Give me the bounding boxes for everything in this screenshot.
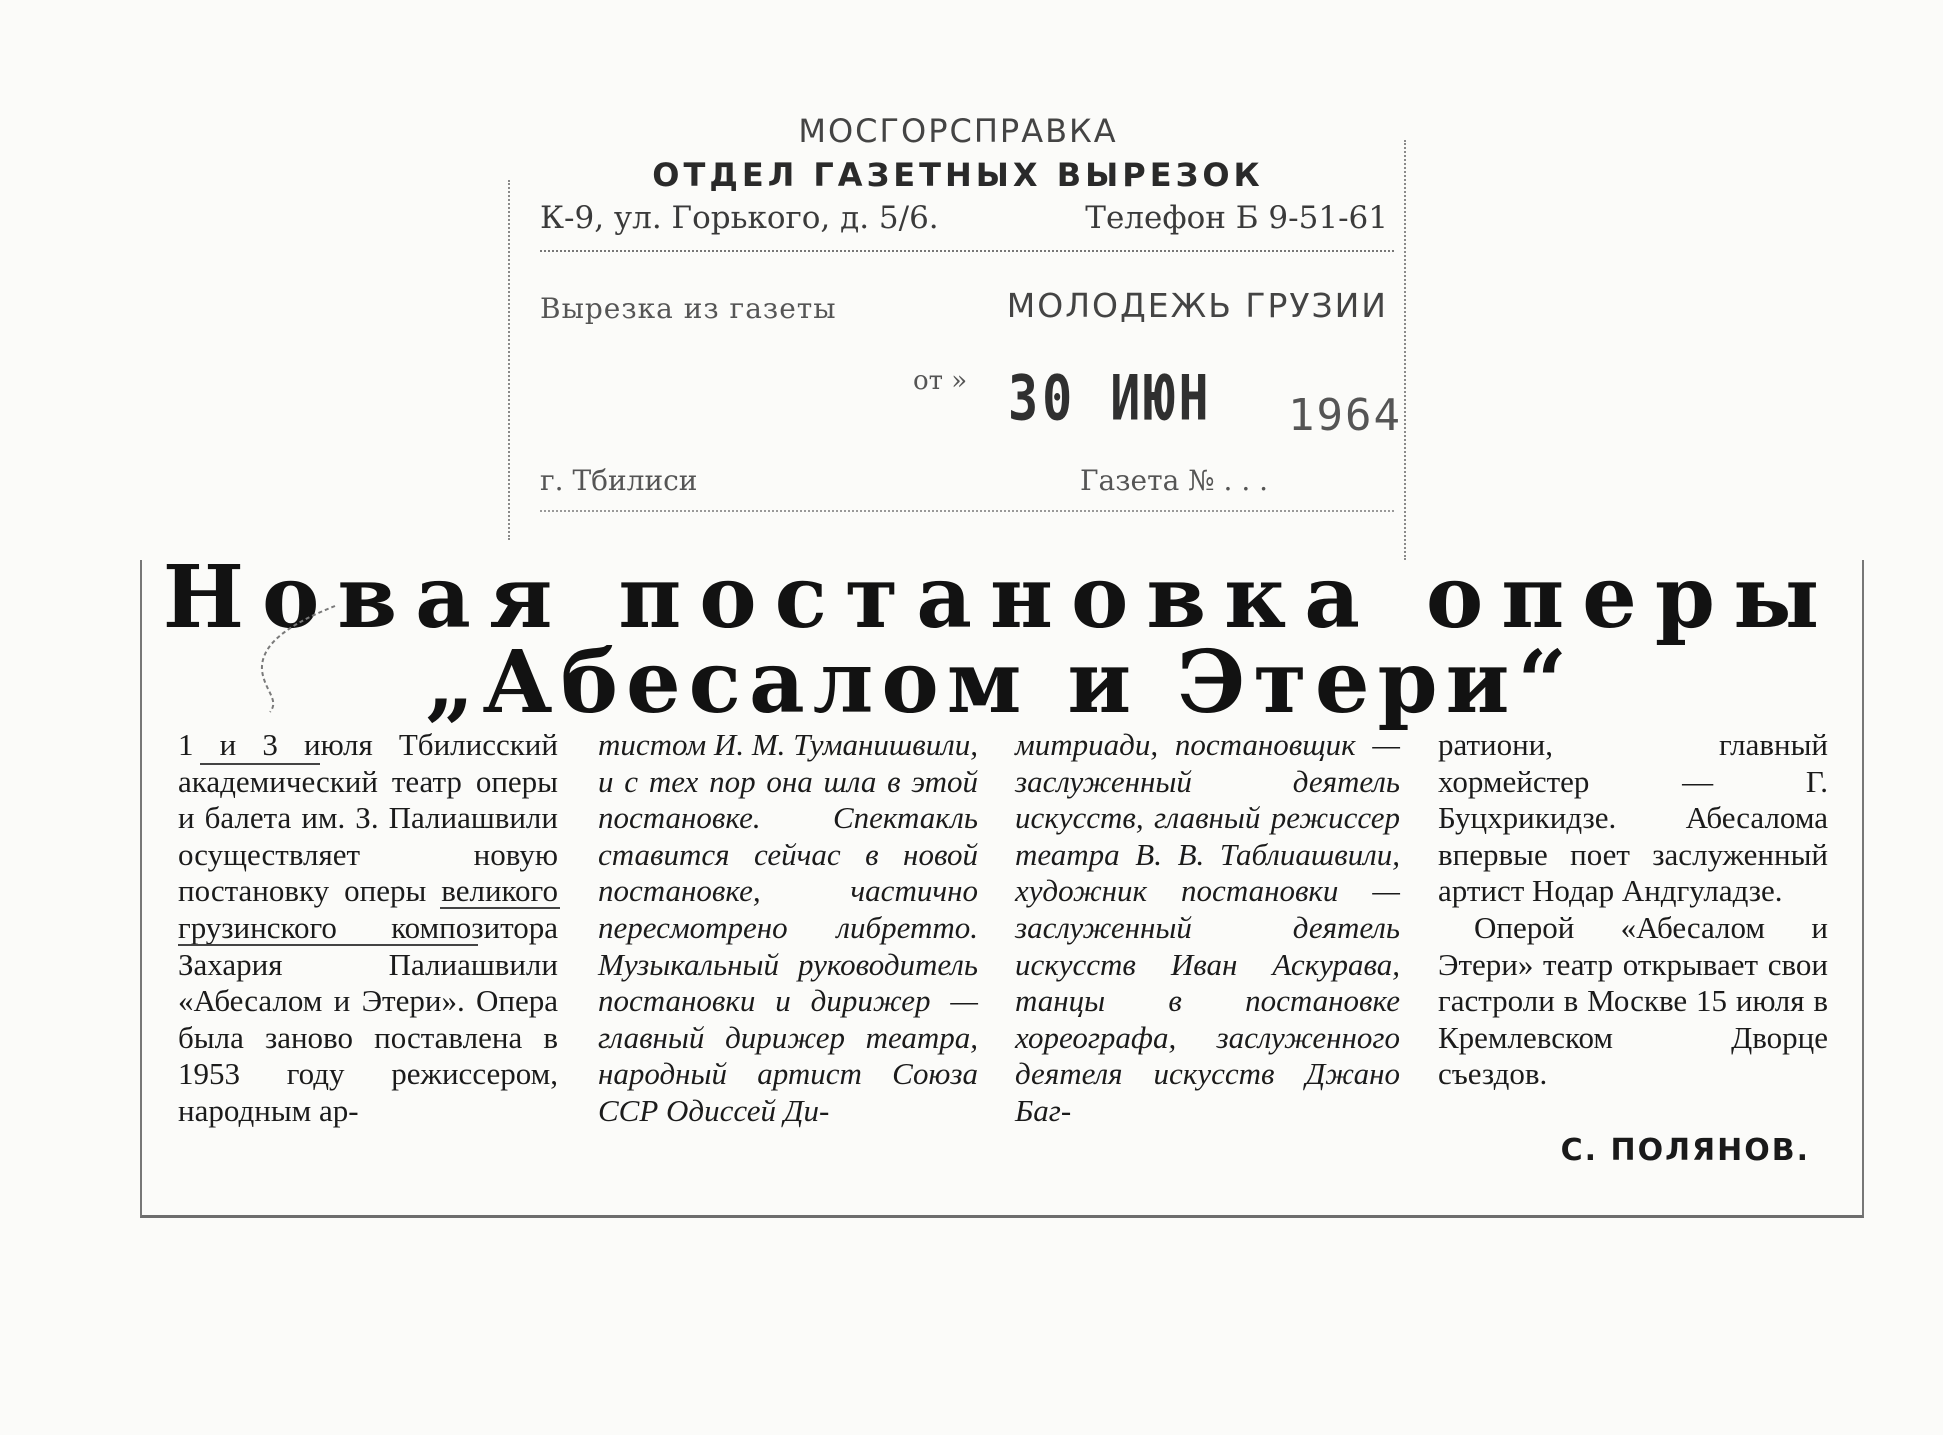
slip-date-stamp: 30 ИЮН	[1008, 362, 1213, 435]
slip-phone: Телефон Б 9-51-61	[1085, 200, 1388, 236]
article-column-1	[178, 727, 558, 1130]
article-column-1-text: 1 и 3 июля Тбилисский академический театр оперы и балета им. З. Палиашвили осуществляет новую постановку оперы великого грузинского композитора Захария Палиашвили «Абесалом и Этери». Опера была заново поставлена в 1953 году режиссером, народным ар-	[178, 727, 558, 1128]
pencil-mark-icon	[240, 600, 360, 720]
article-column-4-paragraph-2: Оперой «Абесалом и Этери» театр открывает свои гастроли в Москве 15 июля в Кремлевском Дворце съездов.	[1438, 909, 1828, 1092]
slip-issue-number: Газета № . . .	[1080, 464, 1269, 497]
article-column-4	[1438, 727, 1828, 1093]
clipping-service-slip	[508, 100, 1408, 540]
underline-mark	[200, 763, 320, 765]
underline-mark	[440, 907, 560, 909]
slip-right-edge	[1404, 140, 1408, 560]
article-column-4-paragraph-1: ратиони, главный хормейстер — Г. Буцхрикидзе. Абесалома впервые поет заслуженный артист Нодар Андгуладзе.	[1438, 727, 1828, 909]
article-headline-line1: Новая постановка оперы	[162, 547, 1838, 648]
slip-divider	[540, 250, 1394, 252]
slip-bottom-divider	[540, 510, 1394, 512]
slip-newspaper-name: МОЛОДЕЖЬ ГРУЗИИ	[1006, 286, 1388, 325]
slip-left-edge	[508, 180, 512, 540]
slip-organization: МОСГОРСПРАВКА	[798, 112, 1118, 150]
article-column-2-text: тистом И. М. Туманишвили, и с тех пор она шла в этой постановке. Спектакль ставится сейчас в новой постановке, частично пересмотрено либретто. Музыкальный руководитель постановки и дирижер — главный дирижер театра, народный артист Союза ССР Одиссей Ди-	[598, 727, 978, 1128]
slip-cut-label: Вырезка из газеты	[540, 292, 837, 325]
underline-mark	[178, 944, 478, 946]
article-author: С. ПОЛЯНОВ.	[1560, 1133, 1810, 1168]
article-column-2	[598, 727, 978, 1130]
article-headline-line2: „Абесалом и Этери“	[425, 632, 1575, 733]
article-column-3-text: митриади, постановщик — заслуженный деятель искусств, главный режиссер театра В. В. Таблиашвили, художник постановки — заслуженный деятель искусств Иван Аскурава, танцы в постановке хореографа, заслуженного деятеля искусств Джано Баг-	[1015, 727, 1400, 1128]
article-column-3	[1015, 727, 1400, 1130]
slip-city: г. Тбилиси	[540, 464, 698, 497]
slip-date-prefix: от »	[913, 366, 968, 396]
slip-department: ОТДЕЛ ГАЗЕТНЫХ ВЫРЕЗОК	[652, 156, 1264, 194]
slip-address: К-9, ул. Горького, д. 5/6.	[540, 200, 939, 236]
slip-date-year: 1964	[1288, 390, 1402, 441]
